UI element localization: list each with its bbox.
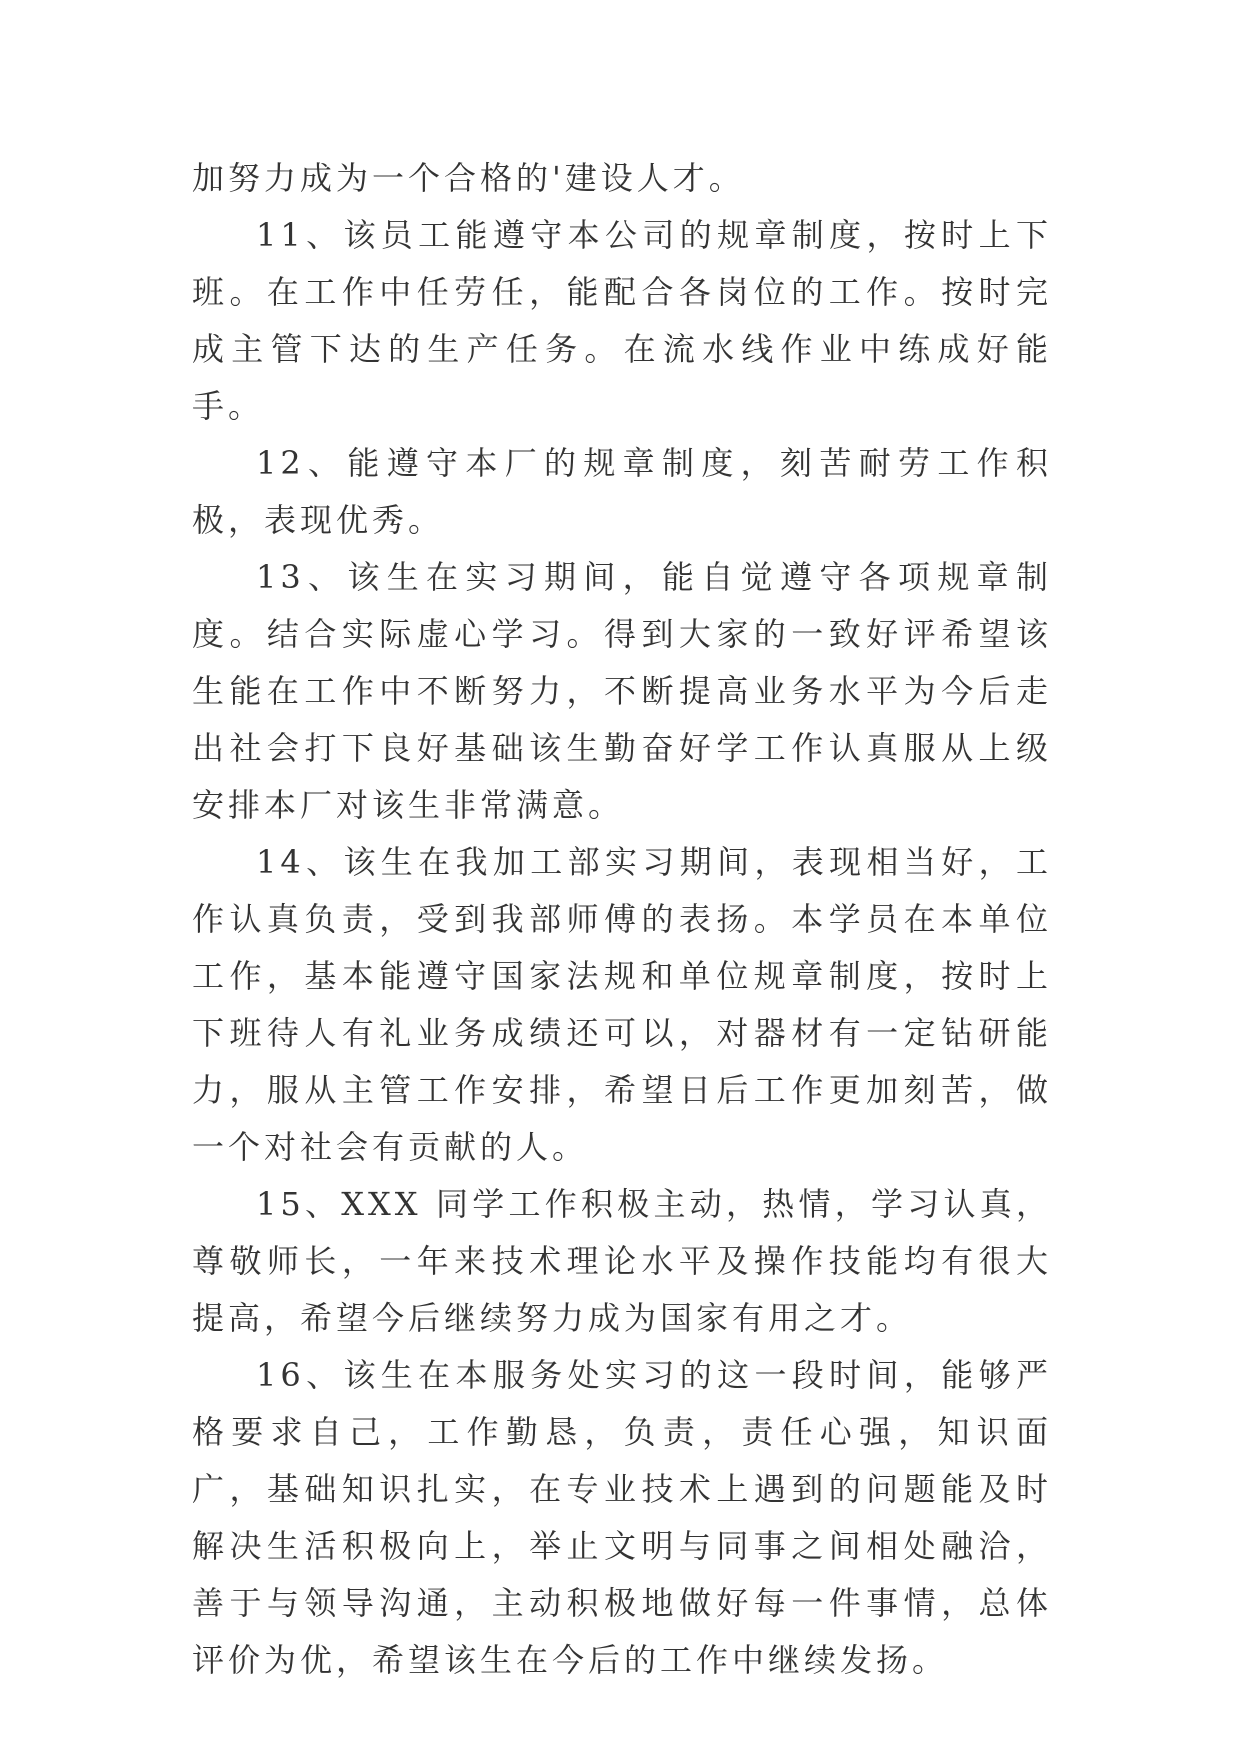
paragraph-item-16: 16、该生在本服务处实习的这一段时间，能够严格要求自己，工作勤恳，负责，责任心强，知识面广，基础知识扎实，在专业技术上遇到的问题能及时解决生活积极向上，举止文明与同事之间相处融洽，善于与领导沟通，主动积极地做好每一件事情，总体评价为优，希望该生在今后的工作中继续发扬。 xyxy=(192,1356,1052,1679)
paragraph-item-14: 14、该生在我加工部实习期间，表现相当好，工作认真负责，受到我部师傅的表扬。本学员在本单位工作，基本能遵守国家法规和单位规章制度，按时上下班待人有礼业务成绩还可以，对器材有一定钻研能力，服从主管工作安排，希望日后工作更加刻苦，做一个对社会有贡献的人。 xyxy=(192,843,1052,1166)
paragraph-item-15: 15、XXX 同学工作积极主动，热情，学习认真，尊敬师长，一年来技术理论水平及操作技能均有很大提高，希望今后继续努力成为国家有用之才。 xyxy=(192,1185,1052,1337)
paragraph-item-13: 13、该生在实习期间，能自觉遵守各项规章制度。结合实际虚心学习。得到大家的一致好评希望该生能在工作中不断努力，不断提高业务水平为今后走出社会打下良好基础该生勤奋好学工作认真服从上级安排本厂对该生非常满意。 xyxy=(192,558,1052,824)
paragraph-item-11: 11、该员工能遵守本公司的规章制度，按时上下班。在工作中任劳任，能配合各岗位的工作。按时完成主管下达的生产任务。在流水线作业中练成好能手。 xyxy=(192,216,1052,425)
paragraph-item-12: 12、能遵守本厂的规章制度，刻苦耐劳工作积极，表现优秀。 xyxy=(192,444,1052,539)
paragraph-continuation: 加努力成为一个合格的'建设人才。 xyxy=(192,159,745,197)
document-body xyxy=(192,150,1052,1689)
